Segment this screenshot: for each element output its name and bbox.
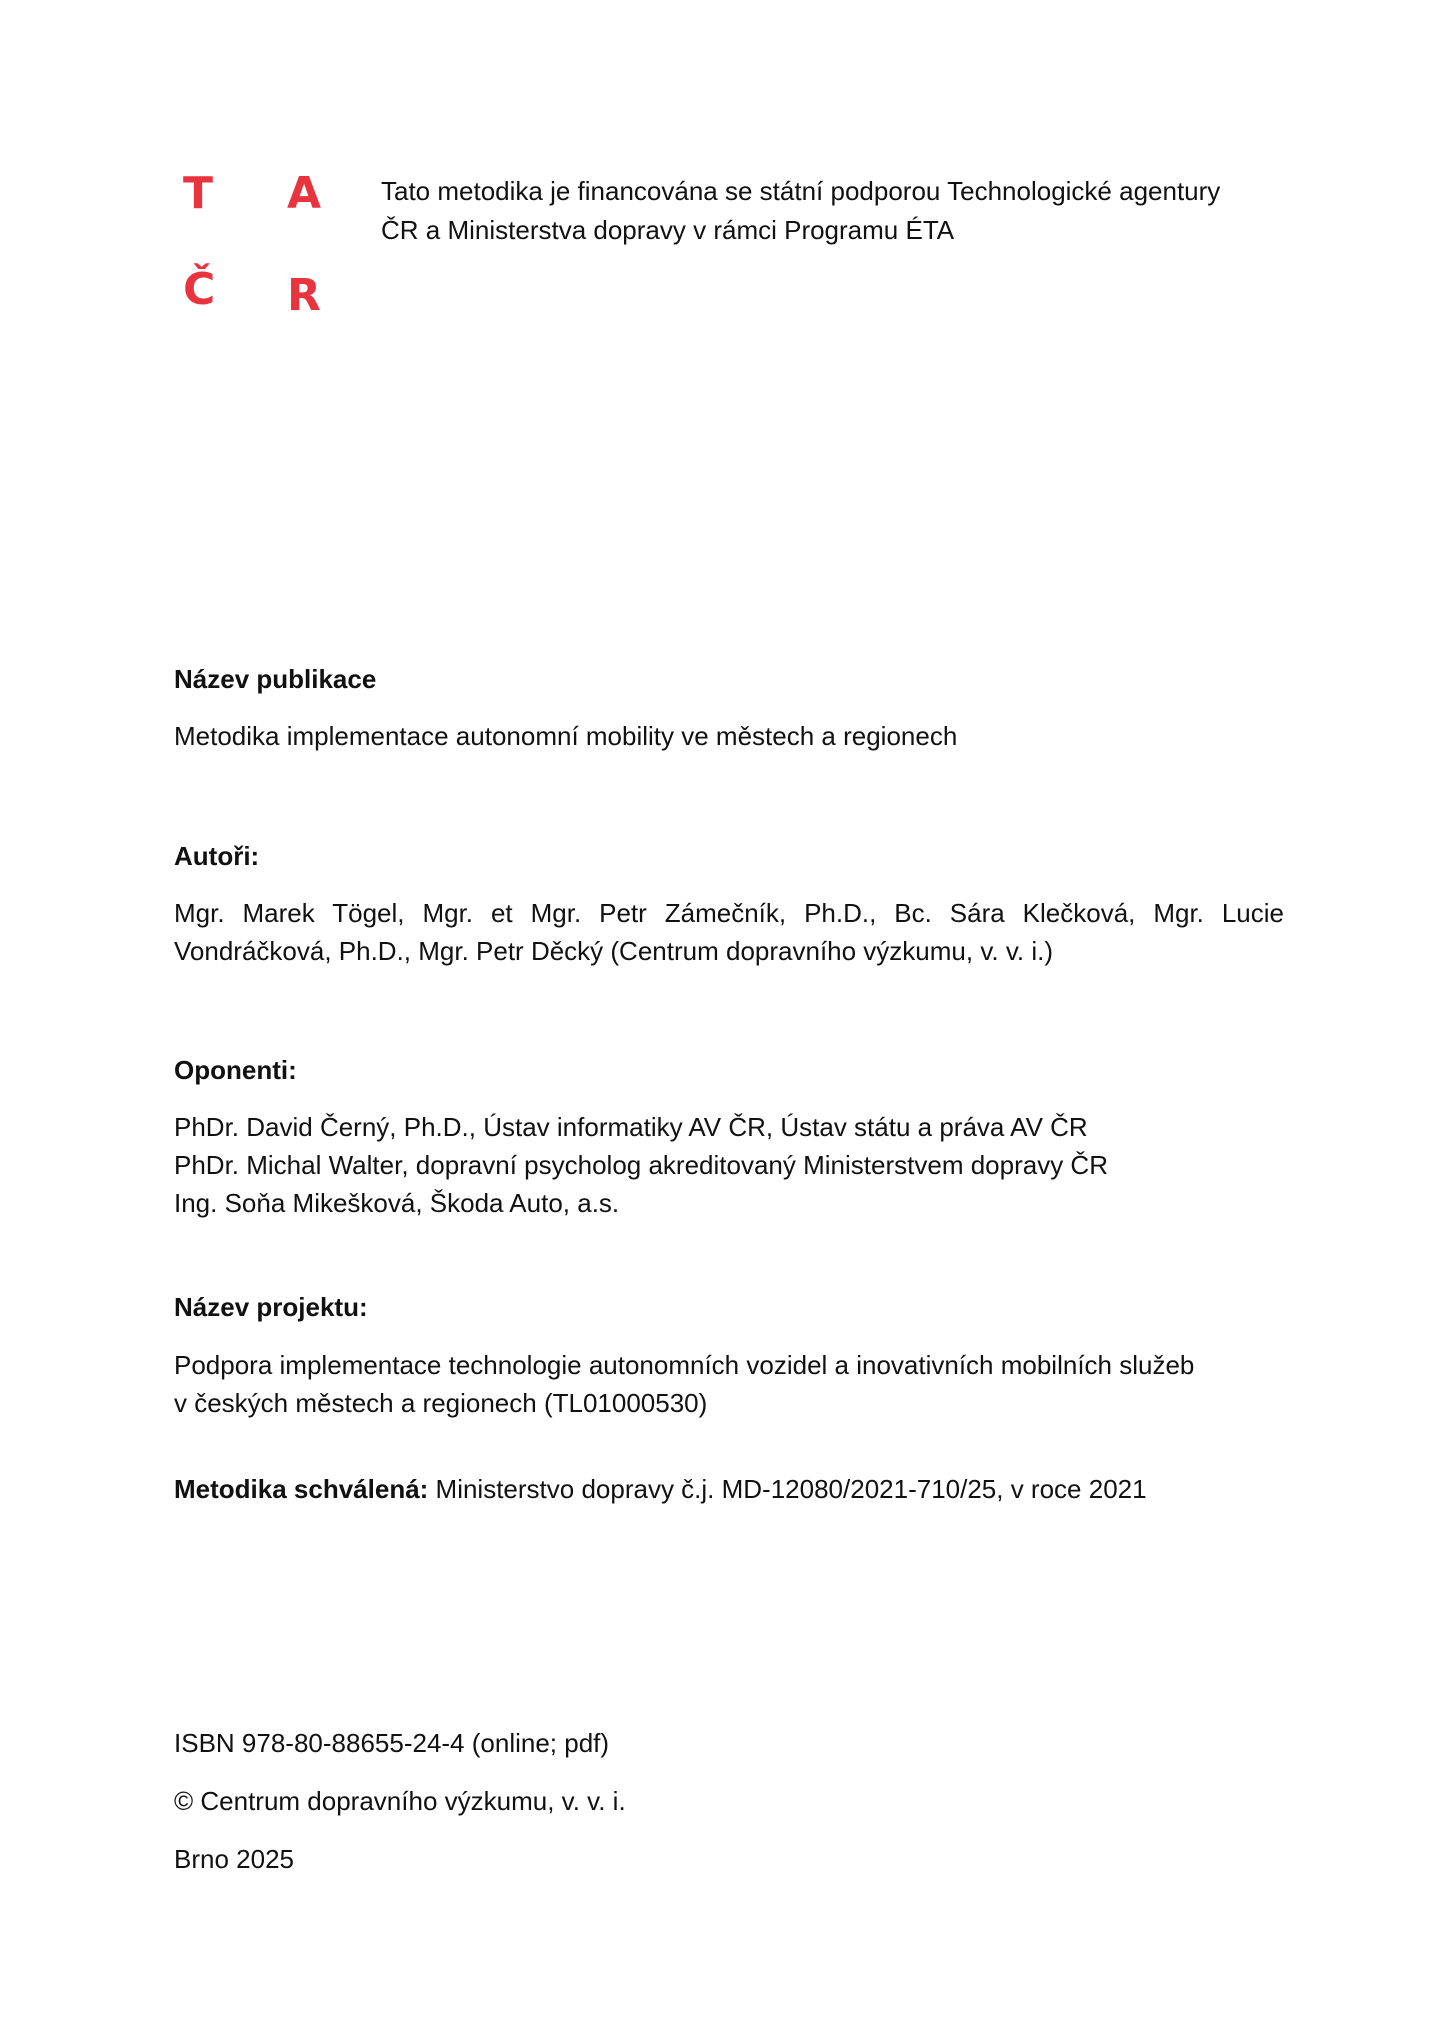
project-heading: Název projektu:	[174, 1292, 368, 1322]
ta-cr-logo	[183, 162, 333, 322]
opponent-item: PhDr. David Černý, Ph.D., Ústav informatiky AV ČR, Ústav státu a práva AV ČR	[174, 1112, 1088, 1142]
approval-text: Ministerstvo dopravy č.j. MD-12080/2021-710/25, v roce 2021	[428, 1474, 1147, 1504]
publication-heading: Název publikace	[174, 664, 377, 694]
project-title-line-2: v českých městech a regionech (TL01000530)	[174, 1388, 708, 1418]
place-year: Brno 2025	[174, 1844, 294, 1874]
authors-heading: Autoři:	[174, 841, 260, 871]
logo-letter-t: T	[183, 168, 214, 219]
funding-line-1: Tato metodika je financována se státní podporou Technologické agentury	[381, 176, 1221, 206]
funding-statement	[381, 172, 1311, 250]
copyright: © Centrum dopravního výzkumu, v. v. i.	[174, 1786, 626, 1816]
authors-text: Mgr. Marek Tögel, Mgr. et Mgr. Petr Zámečník, Ph.D., Bc. Sára Klečková, Mgr. Lucie Vondráčková, Ph.D., Mgr. Petr Děcký (Centrum dopravního výzkumu, v. v. i.)	[174, 898, 1284, 966]
opponents-heading: Oponenti:	[174, 1055, 297, 1085]
opponents-list	[174, 1108, 1284, 1222]
approval-label: Metodika schválená:	[174, 1474, 429, 1504]
logo-letter-a: A	[287, 168, 322, 219]
project-title	[174, 1346, 1284, 1422]
logo-letter-r: R	[287, 270, 321, 321]
project-title-line-1: Podpora implementace technologie autonomních vozidel a inovativních mobilních služeb	[174, 1350, 1195, 1380]
opponent-item: PhDr. Michal Walter, dopravní psycholog akreditovaný Ministerstvem dopravy ČR	[174, 1150, 1108, 1180]
publication-title: Metodika implementace autonomní mobility ve městech a regionech	[174, 721, 958, 751]
isbn: ISBN 978-80-88655-24-4 (online; pdf)	[174, 1728, 610, 1758]
funding-line-2: ČR a Ministerstva dopravy v rámci Programu ÉTA	[381, 215, 955, 245]
logo-letter-c-caron: Č	[183, 264, 216, 315]
opponent-item: Ing. Soňa Mikešková, Škoda Auto, a.s.	[174, 1188, 620, 1218]
approval-statement	[174, 1470, 1284, 1508]
